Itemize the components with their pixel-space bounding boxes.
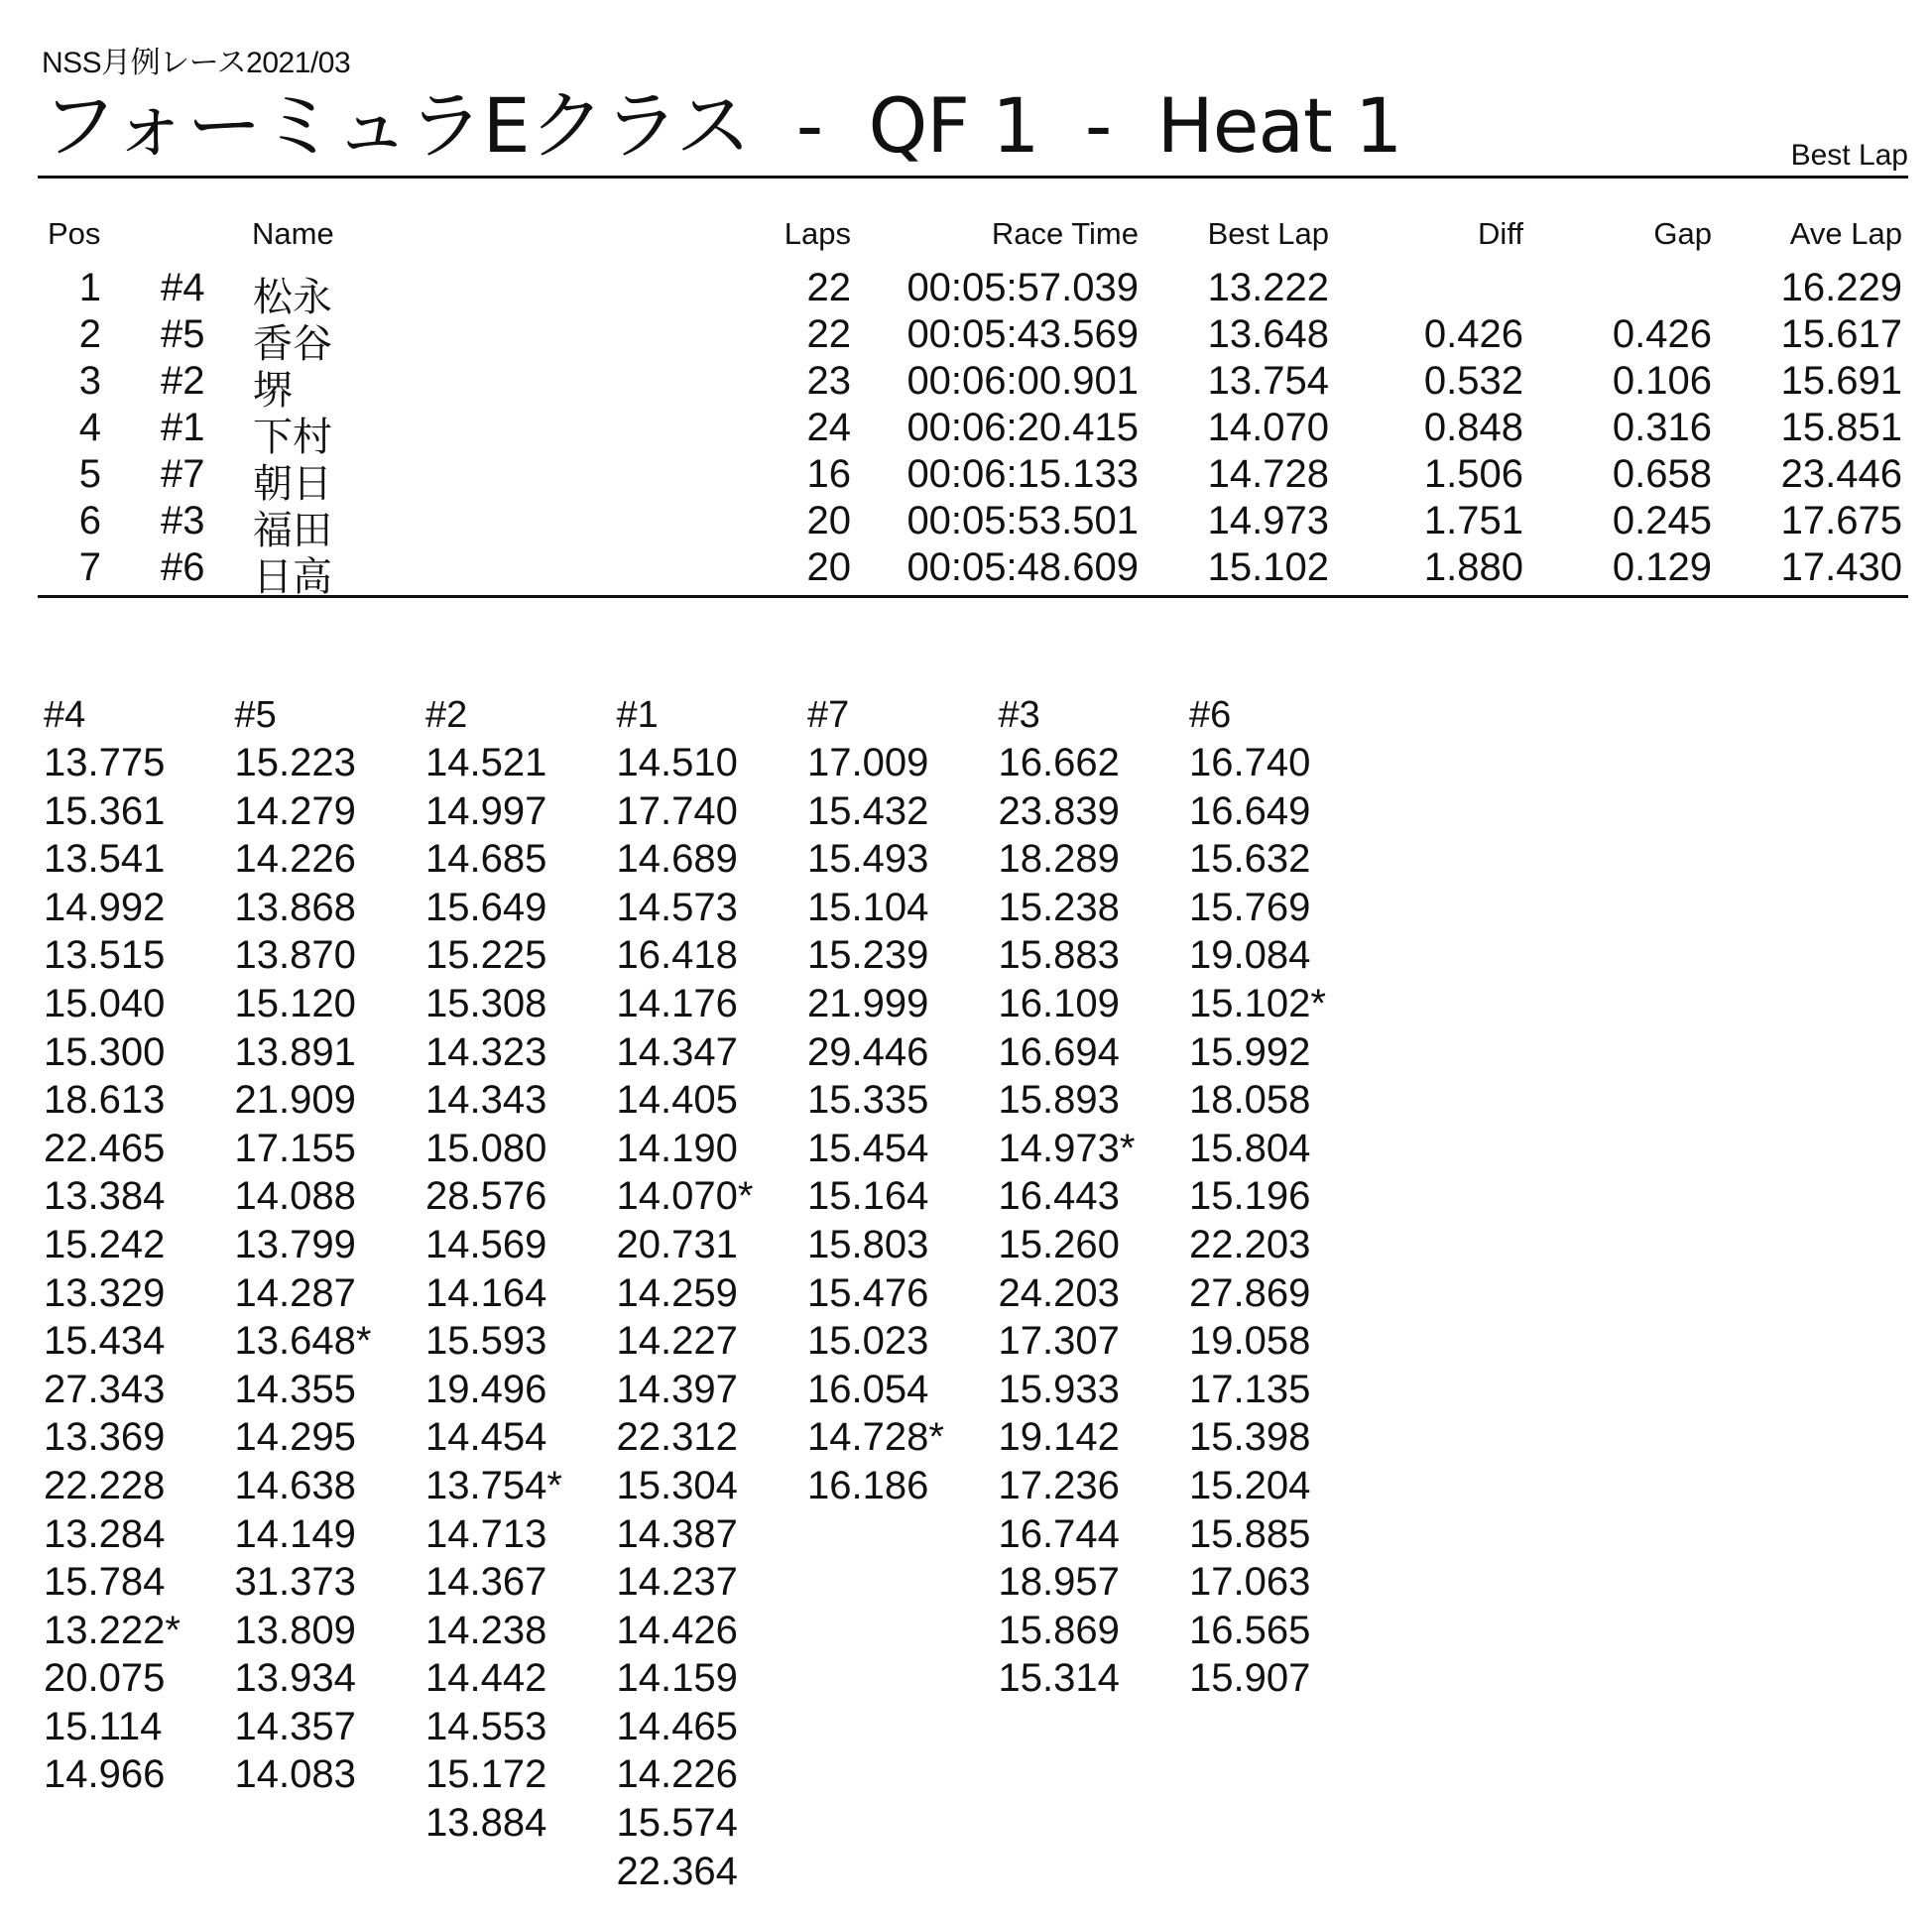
laps-cell: 22 [806,266,851,309]
driver-name-cell: 香谷 [253,321,332,367]
lap-time: 15.225 [425,933,547,978]
gap-cell: 0.658 [1612,452,1712,496]
lap-time: 15.304 [616,1463,738,1507]
kart-number-cell: #3 [161,499,205,542]
race-time-cell: 00:06:00.901 [906,359,1139,403]
lap-time: 16.418 [616,933,738,978]
lap-time: 15.434 [44,1319,166,1364]
lap-time: 20.731 [616,1222,738,1266]
position-cell: 3 [78,359,101,403]
kart-number-cell: #7 [161,452,205,496]
lap-time: 20.075 [44,1656,166,1701]
lap-time: 13.934 [234,1656,356,1701]
laps-cell: 20 [806,499,851,542]
lap-time: 14.070* [616,1174,754,1219]
lap-time: 19.496 [425,1367,547,1411]
diff-cell: 0.848 [1423,406,1523,449]
lap-time: 15.593 [425,1319,547,1364]
lap-time: 13.648* [234,1319,372,1364]
gap-cell: 0.426 [1612,312,1712,356]
diff-cell: 1.880 [1423,545,1523,589]
lap-time: 14.226 [234,837,356,882]
lap-time: 15.196 [1189,1174,1311,1219]
diff-cell: 1.751 [1423,499,1523,542]
lap-time: 14.190 [616,1126,738,1170]
col-gap-header: Gap [1653,216,1712,251]
position-cell: 2 [78,312,101,356]
lap-column-header: #2 [425,694,468,736]
lap-time: 14.521 [425,741,547,784]
lap-column [235,691,423,1799]
lap-time: 15.040 [44,981,166,1025]
lap-time: 15.242 [44,1222,166,1266]
lap-time: 15.239 [807,933,929,978]
position-cell: 5 [78,452,101,496]
lap-time: 17.135 [1189,1367,1311,1411]
lap-time: 15.080 [425,1126,547,1170]
lap-time: 15.398 [1189,1415,1311,1460]
lap-column [44,691,232,1799]
lap-time: 14.295 [234,1415,356,1460]
best-lap-cell: 13.754 [1207,359,1329,403]
driver-name-cell: 日高 [253,554,332,600]
lap-time: 14.569 [425,1222,547,1266]
col-laps-header: Laps [784,216,851,251]
lap-time: 14.992 [44,885,166,929]
lap-time: 15.769 [1189,885,1311,929]
diff-cell: 0.426 [1423,312,1523,356]
lap-time: 15.933 [998,1367,1120,1411]
lap-time: 15.804 [1189,1126,1311,1170]
lap-time: 18.058 [1189,1078,1311,1123]
ave-lap-cell: 17.675 [1780,499,1902,542]
gap-cell: 0.129 [1612,545,1712,589]
ave-lap-cell: 17.430 [1780,545,1902,589]
lap-time: 16.662 [998,741,1120,784]
laps-cell: 22 [806,312,851,356]
driver-name-cell: 下村 [253,415,332,460]
lap-time: 31.373 [234,1560,356,1605]
lap-time: 14.685 [425,837,547,882]
lap-time: 16.186 [807,1463,929,1507]
lap-time: 15.104 [807,885,929,929]
lap-time: 13.870 [234,933,356,978]
lap-time: 17.307 [998,1319,1120,1364]
kart-number-cell: #6 [161,545,205,589]
driver-name-cell: 堺 [253,368,293,414]
lap-column-header: #4 [44,694,86,736]
position-cell: 4 [78,406,101,449]
lap-time: 14.083 [234,1752,356,1797]
lap-time: 14.355 [234,1367,356,1411]
race-time-cell: 00:05:57.039 [906,266,1139,309]
report-title: フォーミュラEクラス - QF 1 - Heat 1 [42,81,1402,170]
lap-time: 13.799 [234,1222,356,1266]
lap-time: 13.891 [234,1029,356,1074]
lap-column-header: #3 [998,694,1040,736]
lap-time: 15.102* [1189,981,1326,1025]
diff-cell: 1.506 [1423,452,1523,496]
best-lap-cell: 13.222 [1207,266,1329,309]
lap-column [807,691,996,1510]
lap-time: 15.023 [807,1319,929,1364]
lap-time: 15.335 [807,1078,929,1123]
lap-time: 15.361 [44,788,166,833]
lap-time: 13.775 [44,741,166,784]
lap-time: 15.493 [807,837,929,882]
lap-time: 14.966 [44,1752,166,1797]
lap-time: 22.228 [44,1463,166,1507]
lap-time: 14.347 [616,1029,738,1074]
lap-column-header: #1 [616,694,659,736]
lap-time: 15.164 [807,1174,929,1219]
lap-time: 16.744 [998,1511,1120,1556]
lap-time: 15.172 [425,1752,547,1797]
lap-time: 14.728* [807,1415,944,1460]
lap-time: 14.237 [616,1560,738,1605]
lap-time: 15.454 [807,1126,929,1170]
lap-time: 16.565 [1189,1608,1311,1652]
lap-time: 13.329 [44,1270,166,1315]
lap-time: 15.114 [44,1704,163,1748]
result-row [0,359,1932,414]
lap-column [999,691,1187,1703]
lap-time: 13.754* [425,1463,562,1507]
results-header-row [0,216,1932,266]
lap-time: 24.203 [998,1270,1120,1315]
lap-time: 16.740 [1189,741,1311,784]
results-bottom-rule [38,595,1908,598]
lap-time: 15.574 [616,1801,738,1846]
lap-time: 14.997 [425,788,547,833]
lap-time: 15.314 [998,1656,1120,1701]
ave-lap-cell: 15.617 [1780,312,1902,356]
result-row [0,452,1932,507]
lap-column-header: #6 [1189,694,1232,736]
lap-time: 14.405 [616,1078,738,1123]
lap-time: 19.142 [998,1415,1120,1460]
kart-number-cell: #4 [161,266,205,309]
lap-time: 14.442 [425,1656,547,1701]
lap-time: 16.443 [998,1174,1120,1219]
lap-time: 16.649 [1189,788,1311,833]
lap-time: 15.992 [1189,1029,1311,1074]
result-row [0,406,1932,460]
result-row [0,266,1932,320]
position-cell: 1 [78,266,101,309]
driver-name-cell: 松永 [253,275,332,320]
gap-cell: 0.106 [1612,359,1712,403]
lap-time: 14.426 [616,1608,738,1652]
lap-time: 15.649 [425,885,547,929]
col-ave-lap-header: Ave Lap [1789,216,1902,251]
lap-time: 14.226 [616,1752,738,1797]
driver-name-cell: 朝日 [253,461,332,507]
lap-time: 15.803 [807,1222,929,1266]
lap-time: 15.120 [234,981,356,1025]
lap-time: 15.204 [1189,1463,1311,1507]
sort-mode-label: Best Lap [1790,139,1908,172]
lap-time: 13.868 [234,885,356,929]
lap-time: 15.476 [807,1270,929,1315]
best-lap-cell: 14.728 [1207,452,1329,496]
laps-cell: 23 [806,359,851,403]
lap-time: 14.573 [616,885,738,929]
result-row [0,545,1932,600]
position-cell: 6 [78,499,101,542]
lap-time: 22.465 [44,1126,166,1170]
lap-time: 14.397 [616,1367,738,1411]
lap-time: 14.689 [616,837,738,882]
ave-lap-cell: 15.691 [1780,359,1902,403]
ave-lap-cell: 16.229 [1780,266,1902,309]
laps-cell: 16 [806,452,851,496]
lap-column-header: #5 [234,694,277,736]
lap-time: 13.884 [425,1801,547,1846]
lap-time: 19.058 [1189,1319,1311,1364]
ave-lap-cell: 23.446 [1780,452,1902,496]
lap-time: 15.907 [1189,1656,1311,1701]
lap-time: 14.343 [425,1078,547,1123]
lap-time: 27.869 [1189,1270,1311,1315]
lap-time: 13.384 [44,1174,166,1219]
best-lap-cell: 15.102 [1207,545,1329,589]
col-best-lap-header: Best Lap [1207,216,1329,251]
ave-lap-cell: 15.851 [1780,406,1902,449]
lap-time: 14.279 [234,788,356,833]
lap-time: 13.541 [44,837,166,882]
result-row [0,312,1932,367]
lap-time: 15.260 [998,1222,1120,1266]
race-time-cell: 00:06:20.415 [906,406,1139,449]
lap-time: 27.343 [44,1367,166,1411]
lap-time: 17.740 [616,788,738,833]
col-name-header: Name [252,216,334,251]
lap-time: 13.284 [44,1511,166,1556]
lap-time: 14.176 [616,981,738,1025]
race-time-cell: 00:05:43.569 [906,312,1139,356]
lap-time: 21.999 [807,981,929,1025]
lap-time: 21.909 [234,1078,356,1123]
results-body [0,266,1932,600]
lap-time: 18.289 [998,837,1120,882]
race-time-cell: 00:05:53.501 [906,499,1139,542]
laps-cell: 24 [806,406,851,449]
lap-time: 15.883 [998,933,1120,978]
best-lap-cell: 14.973 [1207,499,1329,542]
lap-time: 28.576 [425,1174,547,1219]
lap-time: 14.149 [234,1511,356,1556]
header-rule [38,176,1908,179]
lap-time: 17.236 [998,1463,1120,1507]
gap-cell: 0.316 [1612,406,1712,449]
lap-time: 18.957 [998,1560,1120,1605]
result-row [0,499,1932,553]
lap-time: 14.553 [425,1704,547,1748]
lap-time: 13.369 [44,1415,166,1460]
lap-time: 22.203 [1189,1222,1311,1266]
lap-time: 15.784 [44,1560,166,1605]
lap-time: 14.973* [998,1126,1136,1170]
lap-time: 17.009 [807,741,929,784]
lap-time: 14.238 [425,1608,547,1652]
lap-time: 13.515 [44,933,166,978]
lap-time: 13.809 [234,1608,356,1652]
report-subtitle: NSS月例レース2021/03 [42,47,351,79]
lap-time: 17.155 [234,1126,356,1170]
results-table [0,216,1932,600]
lap-time: 15.432 [807,788,929,833]
col-race-time-header: Race Time [991,216,1139,251]
lap-time: 16.109 [998,981,1120,1025]
lap-time: 14.387 [616,1511,738,1556]
gap-cell: 0.245 [1612,499,1712,542]
kart-number-cell: #2 [161,359,205,403]
diff-cell: 0.532 [1423,359,1523,403]
driver-name-cell: 福田 [253,508,332,553]
lap-time: 14.259 [616,1270,738,1315]
race-time-cell: 00:05:48.609 [906,545,1139,589]
lap-time: 14.227 [616,1319,738,1364]
lap-time: 14.465 [616,1704,738,1748]
lap-time: 15.632 [1189,837,1311,882]
lap-time: 14.323 [425,1029,547,1074]
lap-time: 14.713 [425,1511,547,1556]
lap-time: 22.364 [616,1849,738,1893]
lap-time: 15.869 [998,1608,1120,1652]
lap-time: 14.638 [234,1463,356,1507]
lap-column [1189,691,1378,1703]
lap-time: 15.300 [44,1029,166,1074]
col-diff-header: Diff [1478,216,1523,251]
lap-time: 15.885 [1189,1511,1311,1556]
lap-time: 13.222* [44,1608,181,1652]
lap-time: 29.446 [807,1029,929,1074]
lap-time: 14.287 [234,1270,356,1315]
lap-time: 15.893 [998,1078,1120,1123]
kart-number-cell: #1 [161,406,205,449]
lap-time: 19.084 [1189,933,1311,978]
lap-time: 14.164 [425,1270,547,1315]
lap-time: 14.510 [616,741,738,784]
lap-column [425,691,614,1848]
lap-time: 14.159 [616,1656,738,1701]
lap-time: 15.308 [425,981,547,1025]
kart-number-cell: #5 [161,312,205,356]
laps-cell: 20 [806,545,851,589]
race-time-cell: 00:06:15.133 [906,452,1139,496]
lap-time: 17.063 [1189,1560,1311,1605]
lap-column [617,691,805,1895]
lap-time: 14.454 [425,1415,547,1460]
best-lap-cell: 13.648 [1207,312,1329,356]
lap-time: 23.839 [998,788,1120,833]
position-cell: 7 [78,545,101,589]
best-lap-cell: 14.070 [1207,406,1329,449]
lap-time: 15.223 [234,741,356,784]
lap-time: 14.088 [234,1174,356,1219]
lap-time: 14.367 [425,1560,547,1605]
lap-time: 16.054 [807,1367,929,1411]
lap-time: 18.613 [44,1078,166,1123]
lap-time: 22.312 [616,1415,738,1460]
lap-time: 16.694 [998,1029,1120,1074]
lap-column-header: #7 [807,694,850,736]
lap-time: 15.238 [998,885,1120,929]
col-pos-header: Pos [48,216,101,251]
lap-time: 14.357 [234,1704,356,1748]
